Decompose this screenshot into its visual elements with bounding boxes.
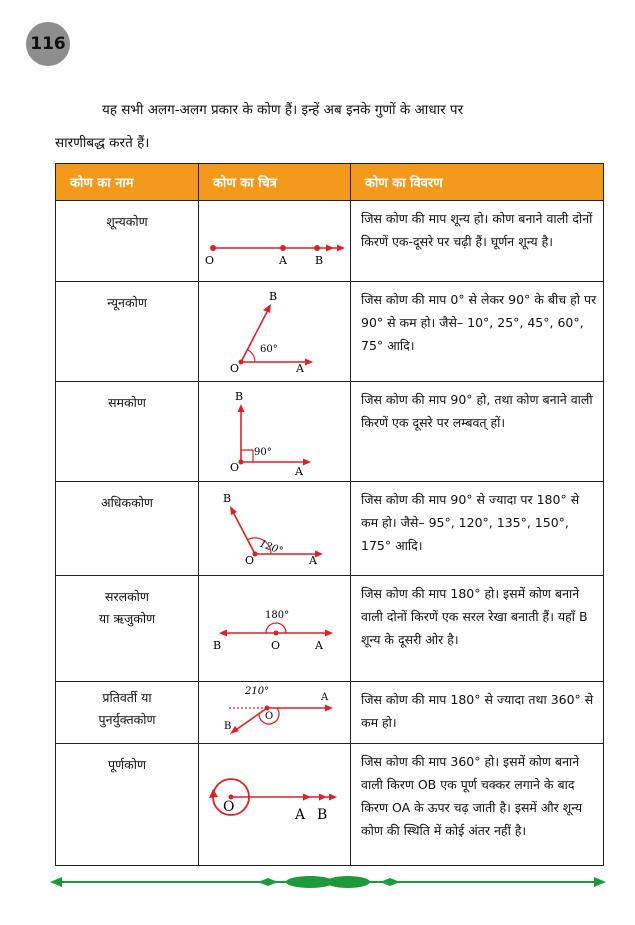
table-row-zero-angle (56, 201, 604, 282)
intro-paragraph (55, 94, 603, 160)
label-A: A (309, 554, 317, 567)
label-A: A (315, 639, 323, 652)
label-A: A (279, 254, 287, 267)
angle-figure-zero (199, 201, 351, 282)
angle-degree-label: 60° (260, 344, 278, 355)
intro-line-2: सारणीबद्ध करते हैं। (55, 135, 150, 151)
angle-name: अधिककोण (56, 482, 199, 576)
label-A: A (321, 692, 329, 703)
angle-description: जिस कोण की माप 180° हो। इसमें कोण बनाने वाली दोनों किरणें एक सरल रेखा बनाती हैं। यहाँ B शून्य के दूसरी ओर है। (351, 576, 604, 682)
header-angle-figure: कोण का चित्र (199, 164, 351, 201)
label-A: A (296, 362, 304, 375)
table-row-complete-angle (56, 744, 604, 866)
angle-description: जिस कोण की माप 360° हो। इसमें कोण बनाने वाली किरण OB एक पूर्ण चक्कर लगाने के बाद किरण OA के ऊपर चढ़ जाती है। इसमें और शून्य कोण की स्थिति में कोई अंतर नहीं है। (351, 744, 604, 866)
label-O: O (245, 554, 255, 567)
label-B: B (315, 254, 324, 267)
angle-figure-acute (199, 282, 351, 382)
label-O: O (265, 711, 274, 722)
angle-name: समकोण (56, 382, 199, 482)
angle-degree-label: 210° (245, 686, 270, 697)
angle-description: जिस कोण की माप शून्य हो। कोण बनाने वाली दोनों किरणें एक-दूसरे पर चढ़ी हैं। घूर्णन शून्य है। (351, 201, 604, 282)
table-header-row (56, 164, 604, 201)
angle-description: जिस कोण की माप 90° से ज्यादा पर 180° से कम हो। जैसे– 95°, 120°, 135°, 150°, 175° आदि। (351, 482, 604, 576)
angle-description: जिस कोण की माप 0° से लेकर 90° के बीच हो पर 90° से कम हो। जैसे– 10°, 25°, 45°, 60°, 75° आदि। (351, 282, 604, 382)
angle-description: जिस कोण की माप 90° हो, तथा कोण बनाने वाली किरणें एक दूसरे पर लम्बवत् हों। (351, 382, 604, 482)
angle-degree-label: 180° (265, 610, 290, 621)
angle-degree-label: 120° (257, 538, 285, 558)
angle-figure-straight (199, 576, 351, 682)
label-A: A (295, 465, 303, 478)
label-O: O (223, 799, 235, 815)
label-B: B (317, 807, 328, 823)
label-O: O (271, 639, 281, 652)
angle-types-table (55, 163, 604, 866)
angle-name: शून्यकोण (56, 201, 199, 282)
label-B: B (223, 492, 232, 505)
table-row-acute-angle (56, 282, 604, 382)
angle-name: सरलकोण या ऋजुकोण (56, 576, 199, 682)
angle-degree-label: 90° (254, 447, 272, 458)
angle-name: न्यूनकोण (56, 282, 199, 382)
footer-divider (50, 872, 606, 892)
label-O: O (205, 254, 215, 267)
label-A: A (295, 807, 306, 823)
intro-line-1: यह सभी अलग-अलग प्रकार के कोण हैं। इन्हें अब इनके गुणों के आधार पर (102, 102, 464, 118)
label-O: O (230, 461, 240, 474)
table-row-reflex-angle (56, 682, 604, 744)
header-angle-name: कोण का नाम (56, 164, 199, 201)
angle-description: जिस कोण की माप 180° से ज्यादा तथा 360° से कम हो। (351, 682, 604, 744)
label-B: B (269, 290, 278, 303)
page-number-badge: 116 (26, 22, 70, 66)
header-angle-description: कोण का विवरण (351, 164, 604, 201)
angle-figure-complete (199, 744, 351, 866)
angle-name: प्रतिवर्ती या पुनर्युक्तकोण (56, 682, 199, 744)
angle-figure-obtuse (199, 482, 351, 576)
label-B: B (224, 721, 232, 732)
angle-figure-reflex (199, 682, 351, 744)
table-row-right-angle (56, 382, 604, 482)
angle-name: पूर्णकोण (56, 744, 199, 866)
angle-figure-right (199, 382, 351, 482)
table-row-obtuse-angle (56, 482, 604, 576)
label-B: B (235, 390, 244, 403)
label-O: O (230, 362, 240, 375)
label-B: B (213, 639, 222, 652)
table-row-straight-angle (56, 576, 604, 682)
